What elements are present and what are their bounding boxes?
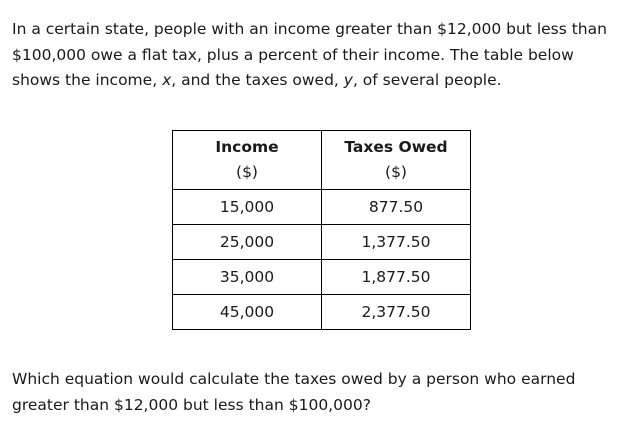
- question-paragraph: [12, 367, 632, 418]
- variable-x: x: [162, 71, 172, 89]
- taxes-owed-cell: 1,377.50: [322, 225, 471, 260]
- taxes-owed-cell: 1,877.50: [322, 260, 471, 295]
- table-row: [173, 295, 471, 330]
- table-header-row: [173, 131, 471, 190]
- intro-line-3-part-2: , and the taxes owed,: [171, 71, 344, 89]
- intro-line-3-part-1: shows the income,: [12, 71, 163, 89]
- income-cell: 15,000: [173, 190, 322, 225]
- taxes-owed-cell: 877.50: [322, 190, 471, 225]
- intro-paragraph: [12, 17, 637, 94]
- income-cell: 25,000: [173, 225, 322, 260]
- intro-line-3: [12, 68, 637, 94]
- header-taxes-owed-label: Taxes Owed: [344, 138, 448, 156]
- intro-line-1: In a certain state, people with an income greater than $12,000 but less than: [12, 20, 607, 38]
- header-taxes-owed-unit: ($): [385, 163, 407, 181]
- header-income-label: Income: [215, 138, 279, 156]
- header-taxes-owed: [322, 131, 471, 190]
- income-cell: 35,000: [173, 260, 322, 295]
- table-row: [173, 190, 471, 225]
- taxes-owed-cell: 2,377.50: [322, 295, 471, 330]
- intro-line-2: $100,000 owe a flat tax, plus a percent of their income. The table below: [12, 45, 574, 64]
- income-taxes-table: [172, 130, 471, 330]
- header-income-unit: ($): [236, 163, 258, 181]
- variable-y: y: [343, 71, 353, 89]
- header-income: [173, 131, 322, 190]
- income-cell: 45,000: [173, 295, 322, 330]
- question-line-1: Which equation would calculate the taxes owed by a person who earned: [12, 370, 576, 388]
- question-line-2: greater than $12,000 but less than $100,000?: [12, 395, 371, 414]
- intro-line-3-part-3: , of several people.: [352, 71, 502, 89]
- table-row: [173, 260, 471, 295]
- table-row: [173, 225, 471, 260]
